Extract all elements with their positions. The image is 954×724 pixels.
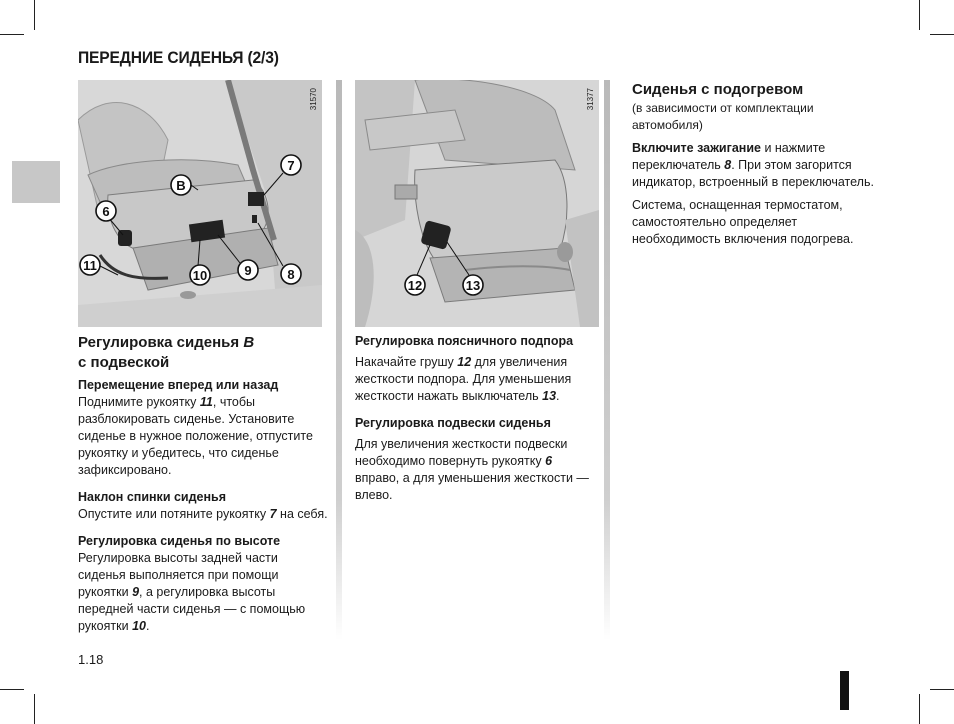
paragraph: Опустите или потяните рукоятку 7 на себя. [78,507,328,521]
crop-mark [0,689,24,690]
paragraph: Регулировка высоты задней части сиденья выполняется при помощи рукоятки 9, а регулировка высоты передней части сиденья — с помощью рукоятки 10. [78,551,306,633]
paragraph: Поднимите рукоятку 11, чтобы разблокировать сиденье. Установите сиденье в нужное положение, отпустите рукоятку и убедитесь, что сиденье зафиксировано. [78,395,313,477]
figure-code: 31570 [309,88,318,111]
paragraph: Включите зажигание и нажмите переключатель 8. При этом загорится индикатор, встроенный в переключатель. [632,141,874,189]
callout-label: 13 [465,278,481,293]
section-heading: Сиденья с подогревом [632,81,804,98]
subsection-title: Наклон спинки сиденья [78,490,227,504]
section-heading: Регулировка сиденья B с подвеской [78,334,255,371]
thumb-index-bar [840,671,849,710]
callout-label: B [176,178,186,193]
crop-mark [34,0,35,30]
subtitle: (в зависимости от комплектации автомобиля) [632,101,814,132]
crop-mark [919,0,920,30]
backrest-lever-shape [248,192,264,206]
callout-label: 6 [102,204,110,219]
left-column [78,333,328,635]
seat-adjustment-figure [78,80,322,327]
crop-mark [34,694,35,724]
seat-illustration [355,80,599,327]
paragraph: Накачайте грушу 12 для увеличения жесткости подпора. Для уменьшения жесткости нажать выключатель 13. [355,355,572,403]
seat-illustration [78,80,322,327]
chapter-tab [12,161,60,203]
subsection-title: Регулировка поясничного подпора [355,334,574,348]
callout-label: 7 [287,158,295,173]
callout-label: 12 [407,278,423,293]
column-divider [336,80,342,640]
callout-label: 9 [244,263,252,278]
callout-label: 11 [83,258,97,273]
figure-code: 31377 [586,88,595,111]
crop-mark [919,694,920,724]
right-column [632,80,882,248]
middle-column [355,333,595,504]
crop-mark [930,34,954,35]
paragraph: Система, оснащенная термостатом, самостоятельно определяет необходимость включения подогрева. [632,198,854,246]
column-divider [604,80,610,640]
crop-mark [930,689,954,690]
suspension-knob-shape [118,230,132,246]
subsection-title: Регулировка подвески сиденья [355,416,551,430]
lumbar-support-figure [355,80,599,327]
page-title: ПЕРЕДНИЕ СИДЕНЬЯ (2/3) [78,48,279,67]
page-number: 1.18 [78,652,104,667]
crop-mark [0,34,24,35]
paragraph: Для увеличения жесткости подвески необходимо повернуть рукоятку 6 вправо, а для уменьшения жесткости — влево. [355,437,589,502]
subsection-title: Перемещение вперед или назад [78,378,279,392]
callout-label: 8 [287,267,295,282]
callout-label: 10 [192,268,208,283]
subsection-title: Регулировка сиденья по высоте [78,534,281,548]
